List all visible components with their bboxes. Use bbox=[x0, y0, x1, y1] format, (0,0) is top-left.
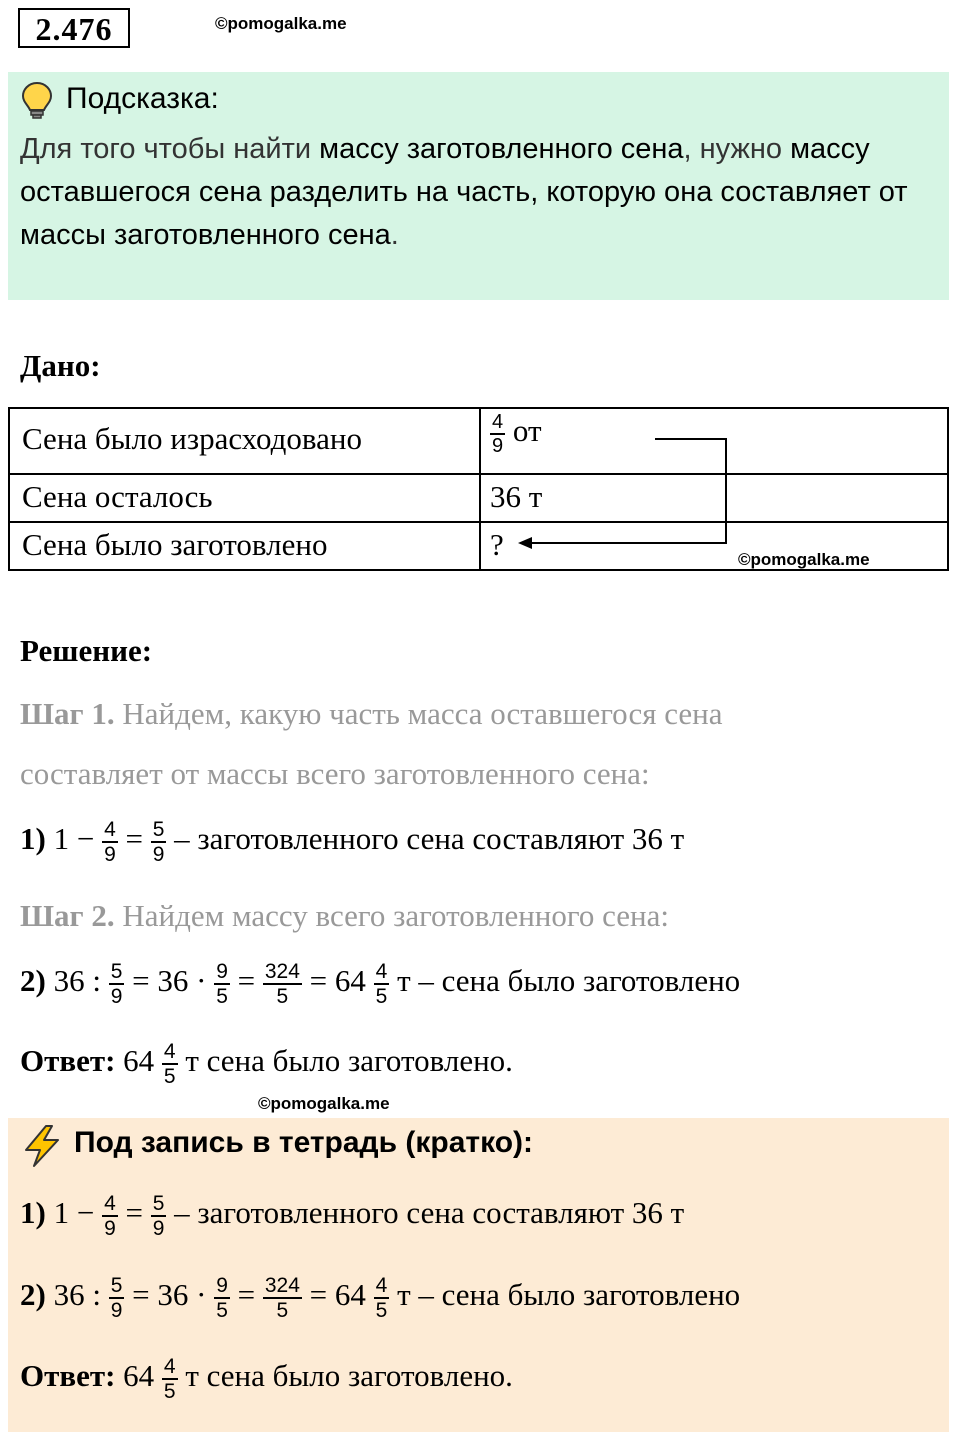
hint-text: Для того чтобы найти массу заготовленного сена, нужно массу оставшегося сена разделить на часть, которую она составляет от массы заготовленного сена. bbox=[20, 133, 908, 251]
given-title: Дано: bbox=[20, 348, 101, 383]
watermark: ©pomogalka.me bbox=[738, 550, 870, 569]
solution-title: Решение: bbox=[20, 633, 153, 668]
given-row-value: ? bbox=[490, 527, 504, 562]
given-row-label: Сена было заготовлено bbox=[22, 527, 328, 562]
step-2-text: Шаг 2. Найдем массу всего заготовленного сена: bbox=[20, 898, 669, 933]
hint-title: Подсказка: bbox=[66, 82, 219, 115]
notebook-line-2: 2) 36 : $\frac{5}{9}$ = 36 · $\frac{9}{5}$ = $\frac{324}{5}$ = 64 $\frac{4}{5}$ т – сена было заготовлено bbox=[20, 1274, 741, 1322]
given-table bbox=[8, 407, 949, 571]
given-row-label: Сена было израсходовано bbox=[22, 421, 362, 456]
step-1-text-cont: составляет от массы всего заготовленного сена: bbox=[20, 756, 650, 791]
solution-line-2: 2) 36 : $\frac{5}{9}$ = 36 · $\frac{9}{5}$ = $\frac{324}{5}$ = 64 $\frac{4}{5}$ т – сена было заготовлено bbox=[20, 960, 741, 1008]
notebook-title: Под запись в тетрадь (кратко): bbox=[74, 1126, 534, 1159]
notebook-line-1: 1) 1 − $\frac{4}{9}$ = $\frac{5}{9}$ – заготовленного сена составляют 36 т bbox=[20, 1192, 685, 1240]
solution-line-1: 1) 1 − $\frac{4}{9}$ = $\frac{5}{9}$ – заготовленного сена составляют 36 т bbox=[20, 818, 685, 866]
watermark: ©pomogalka.me bbox=[258, 1094, 390, 1113]
watermark: ©pomogalka.me bbox=[215, 14, 347, 33]
task-number: 2.476 bbox=[18, 8, 130, 48]
notebook-answer-line: Ответ: 64 $\frac{4}{5}$ т сена было заготовлено. bbox=[20, 1355, 513, 1403]
answer-line: Ответ: 64 $\frac{4}{5}$ т сена было заготовлено. bbox=[20, 1040, 513, 1088]
arrow-connector bbox=[510, 429, 740, 549]
lightbulb-icon bbox=[20, 80, 54, 125]
lightning-icon bbox=[20, 1124, 64, 1173]
given-row-value: $\frac{4}{9}$ от bbox=[492, 411, 542, 457]
step-1-text: Шаг 1. Найдем, какую часть масса оставшегося сена bbox=[20, 696, 723, 731]
given-row-label: Сена осталось bbox=[22, 479, 213, 514]
given-row-value: 36 т bbox=[490, 479, 543, 514]
